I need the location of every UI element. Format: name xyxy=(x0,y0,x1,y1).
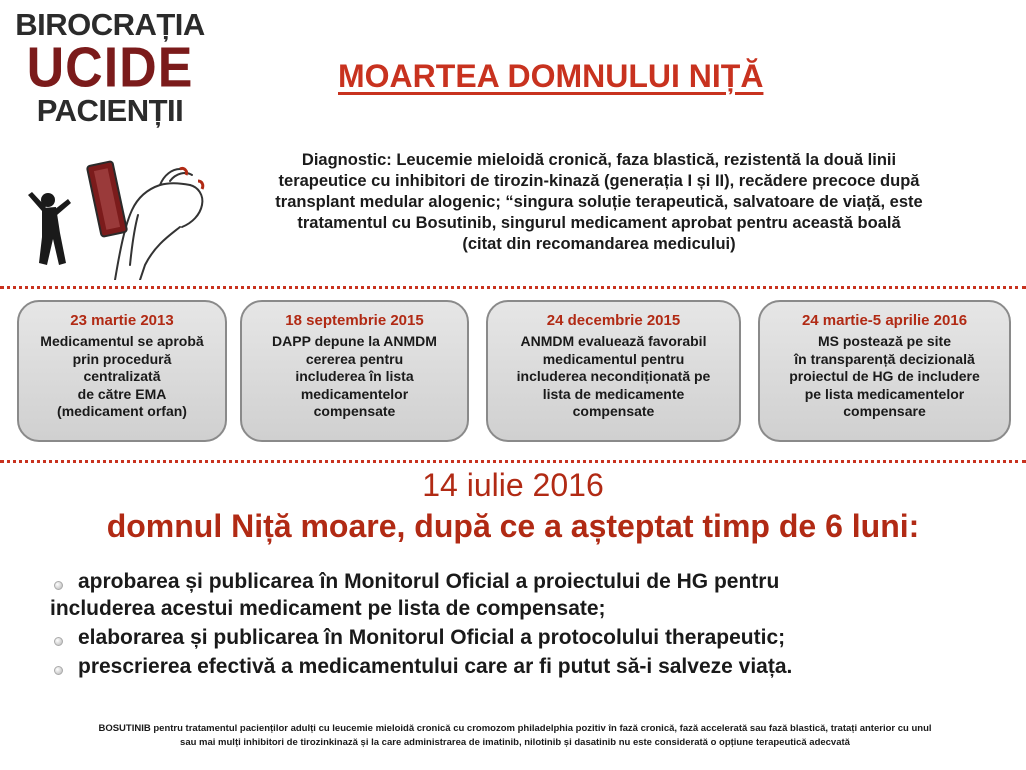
timeline-date: 24 martie-5 aprilie 2016 xyxy=(801,312,968,329)
list-item-text: aprobarea și publicarea în Monitorul Oficial a proiectului de HG pentru xyxy=(78,570,780,593)
campaign-logo xyxy=(14,8,206,128)
timeline-line: medicamentelor xyxy=(300,385,409,402)
timeline-date: 18 septembrie 2015 xyxy=(285,312,424,329)
timeline-box-ms-posting xyxy=(758,300,1011,442)
timeline-box-dapp-request xyxy=(240,300,469,442)
timeline-line: MS postează pe site xyxy=(817,333,952,349)
timeline-box-anmdm-evaluation xyxy=(486,300,741,442)
list-item xyxy=(50,653,1010,680)
timeline-line: centralizată xyxy=(83,368,161,384)
list-item-text: prescrierea efectivă a medicamentului care ar fi putut să-i salveze viața. xyxy=(78,655,793,678)
diagnostic-line: Diagnostic: Leucemie mieloidă cronică, faza blastică, rezistentă la două linii xyxy=(301,151,897,169)
bullet-icon xyxy=(54,666,63,675)
waiting-steps-list xyxy=(50,568,1010,682)
logo-line-ucide: UCIDE xyxy=(26,36,194,100)
logo-line-pacientii: PACIENȚII xyxy=(36,93,184,128)
timeline-line: proiectul de HG de includere xyxy=(789,368,980,384)
timeline-box-ema-approval xyxy=(17,300,227,442)
timeline-line: prin procedură xyxy=(72,350,172,367)
timeline-line: ANMDM evaluează favorabil xyxy=(520,333,707,349)
list-item xyxy=(50,568,1010,622)
page-title: MOARTEA DOMNULUI NIȚĂ xyxy=(338,58,764,94)
list-item-text: elaborarea și publicarea în Monitorul Oficial a protocolului therapeutic; xyxy=(78,626,786,649)
timeline-line: medicamentul pentru xyxy=(542,350,685,367)
timeline-line: includerea în lista xyxy=(295,368,414,384)
timeline-line: în transparență decizională xyxy=(794,350,975,367)
diagnostic-paragraph xyxy=(204,150,994,255)
timeline-line: pe lista medicamentelor xyxy=(804,385,965,402)
footnote-line: sau mai mulți inhibitori de tirozinkinază și la care administrarea de imatinib, nilotinib și dasatinib nu este considerată o opțiune terapeutică adecvată xyxy=(180,737,850,748)
timeline-line: cererea pentru xyxy=(305,350,404,367)
hand-crushing-person-icon xyxy=(20,155,220,280)
diagnostic-line: (citat din recomandarea medicului) xyxy=(462,235,736,253)
timeline-date: 23 martie 2013 xyxy=(70,312,174,329)
timeline-date: 24 decembrie 2015 xyxy=(546,312,681,329)
dotted-divider-bottom xyxy=(0,460,1026,463)
timeline-line: compensate xyxy=(572,403,655,419)
timeline-line: Medicamentul se aprobă xyxy=(40,333,204,349)
timeline-line: includerea necondiționată pe xyxy=(516,368,711,384)
timeline-line: de către EMA xyxy=(77,385,167,402)
bullet-icon xyxy=(54,637,63,646)
diagnostic-line: transplant medular alogenic; “singura soluție terapeutică, salvatoare de viață, este xyxy=(275,193,923,211)
footnote-line: BOSUTINIB pentru tratamentul pacienților adulți cu leucemie mieloidă cronică cu cromozom philadelphia pozitiv în fază cronică, fază accelerată sau fază blastică, tratați anterior cu unul xyxy=(98,723,932,734)
diagnostic-line: terapeutice cu inhibitori de tirozin-kinază (generația I și II), recădere precoce după xyxy=(278,172,920,190)
timeline-line: lista de medicamente xyxy=(542,385,685,402)
footnote xyxy=(20,722,1010,750)
timeline-line: compensate xyxy=(313,403,396,419)
timeline-line: compensare xyxy=(843,403,926,419)
death-statement: domnul Niță moare, după ce a așteptat timp de 6 luni: xyxy=(106,508,920,544)
death-date: 14 iulie 2016 xyxy=(422,467,604,503)
bullet-icon xyxy=(54,581,63,590)
logo-line-birocratia: BIROCRAȚIA xyxy=(15,7,205,42)
list-item xyxy=(50,624,1010,651)
list-item-continuation: includerea acestui medicament pe lista de compensate; xyxy=(50,597,606,620)
diagnostic-line: tratamentul cu Bosutinib, singurul medicament aprobat pentru această boală xyxy=(297,214,901,232)
timeline-line: (medicament orfan) xyxy=(57,403,187,419)
dotted-divider-top xyxy=(0,286,1026,289)
timeline-line: DAPP depune la ANMDM xyxy=(272,333,437,349)
